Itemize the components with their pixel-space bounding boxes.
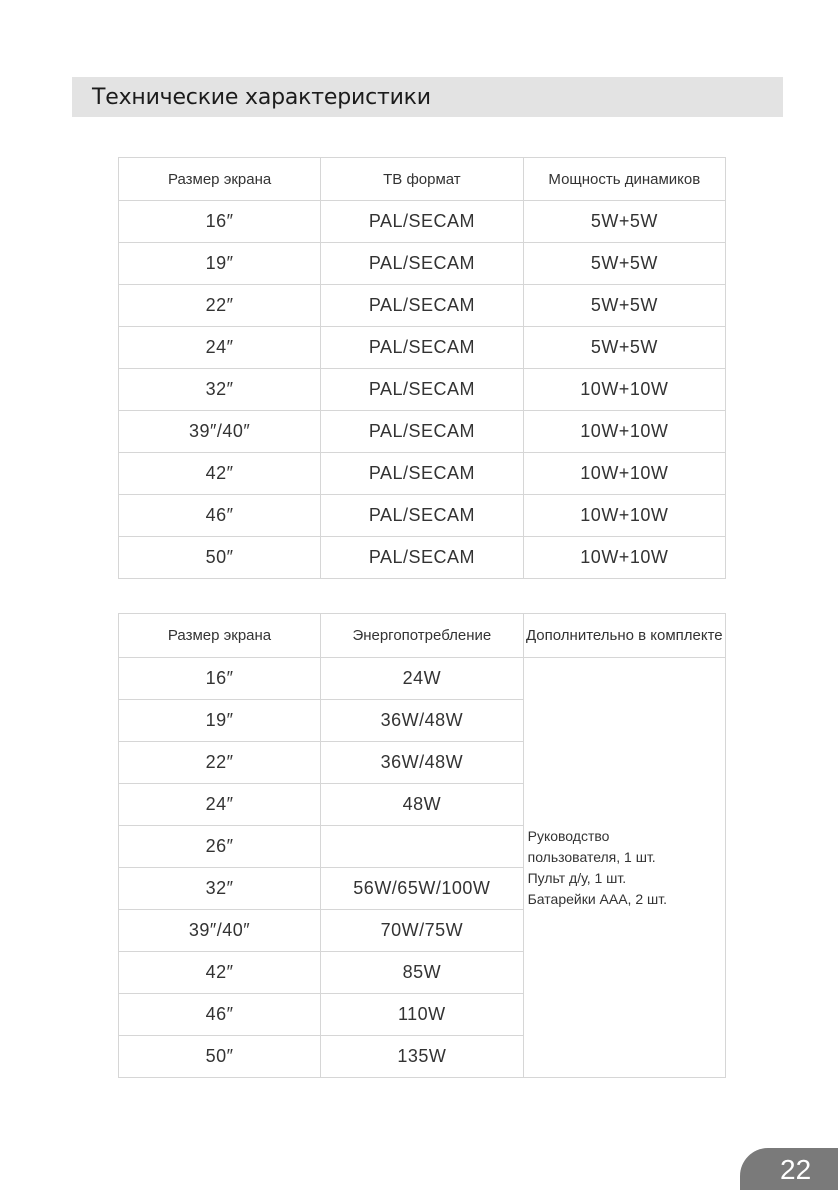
- cell-tv-format: PAL/SECAM: [321, 285, 523, 327]
- table-row: [119, 495, 726, 537]
- cell-tv-format: PAL/SECAM: [321, 411, 523, 453]
- cell-screen-size: 32″: [119, 868, 321, 910]
- header-tv-format: ТВ формат: [321, 158, 523, 201]
- cell-power-consumption: 24W: [321, 658, 524, 700]
- specs-table-speakers: [118, 157, 726, 579]
- specs-table-power: [118, 613, 726, 1078]
- extra-item: пользователя, 1 шт.: [527, 848, 656, 865]
- cell-screen-size: 42″: [119, 952, 321, 994]
- cell-screen-size: 24″: [119, 784, 321, 826]
- cell-tv-format: PAL/SECAM: [321, 243, 523, 285]
- cell-screen-size: 16″: [119, 658, 321, 700]
- table-header-row: [119, 158, 726, 201]
- extra-item: Батарейки ААА, 2 шт.: [527, 890, 667, 907]
- cell-tv-format: PAL/SECAM: [321, 453, 523, 495]
- cell-power-consumption: [321, 826, 524, 868]
- cell-screen-size: 46″: [119, 495, 321, 537]
- header-power-consumption: Энергопотребление: [321, 614, 524, 658]
- cell-screen-size: 26″: [119, 826, 321, 868]
- extra-item: Пульт д/у, 1 шт.: [527, 869, 627, 886]
- cell-screen-size: 22″: [119, 742, 321, 784]
- cell-speaker-power: 5W+5W: [523, 201, 725, 243]
- cell-screen-size: 46″: [119, 994, 321, 1036]
- cell-screen-size: 24″: [119, 327, 321, 369]
- cell-speaker-power: 10W+10W: [523, 495, 725, 537]
- table-header-row: [119, 614, 726, 658]
- cell-power-consumption: 36W/48W: [321, 742, 524, 784]
- extra-item: Руководство: [527, 827, 610, 844]
- cell-screen-size: 50″: [119, 1036, 321, 1078]
- cell-speaker-power: 10W+10W: [523, 369, 725, 411]
- table-row: [119, 285, 726, 327]
- cell-screen-size: 16″: [119, 201, 321, 243]
- table-row: [119, 327, 726, 369]
- cell-screen-size: 19″: [119, 243, 321, 285]
- page-number-tab: [740, 1148, 838, 1190]
- cell-power-consumption: 110W: [321, 994, 524, 1036]
- table-row: [119, 369, 726, 411]
- cell-speaker-power: 5W+5W: [523, 243, 725, 285]
- header-speaker-power: Мощность динамиков: [523, 158, 725, 201]
- cell-power-consumption: 135W: [321, 1036, 524, 1078]
- cell-screen-size: 39″/40″: [119, 411, 321, 453]
- cell-speaker-power: 5W+5W: [523, 285, 725, 327]
- table-row: [119, 201, 726, 243]
- cell-screen-size: 39″/40″: [119, 910, 321, 952]
- cell-speaker-power: 10W+10W: [523, 411, 725, 453]
- header-included-extras: Дополнительно в комплекте: [523, 614, 725, 658]
- cell-screen-size: 42″: [119, 453, 321, 495]
- cell-power-consumption: 70W/75W: [321, 910, 524, 952]
- cell-speaker-power: 10W+10W: [523, 453, 725, 495]
- cell-screen-size: 22″: [119, 285, 321, 327]
- table-row: [119, 243, 726, 285]
- cell-tv-format: PAL/SECAM: [321, 537, 523, 579]
- header-screen-size: Размер экрана: [119, 158, 321, 201]
- cell-tv-format: PAL/SECAM: [321, 201, 523, 243]
- table-row: [119, 453, 726, 495]
- section-header: [72, 77, 783, 117]
- cell-speaker-power: 5W+5W: [523, 327, 725, 369]
- cell-tv-format: PAL/SECAM: [321, 369, 523, 411]
- cell-tv-format: PAL/SECAM: [321, 495, 523, 537]
- cell-speaker-power: 10W+10W: [523, 537, 725, 579]
- page-number: 22: [780, 1154, 812, 1185]
- table-row: [119, 537, 726, 579]
- cell-screen-size: 32″: [119, 369, 321, 411]
- cell-power-consumption: 56W/65W/100W: [321, 868, 524, 910]
- cell-power-consumption: 48W: [321, 784, 524, 826]
- cell-included-extras: [523, 658, 725, 1078]
- header-screen-size: Размер экрана: [119, 614, 321, 658]
- table-row: [119, 411, 726, 453]
- cell-power-consumption: 85W: [321, 952, 524, 994]
- table-row: [119, 658, 726, 700]
- cell-tv-format: PAL/SECAM: [321, 327, 523, 369]
- cell-screen-size: 50″: [119, 537, 321, 579]
- cell-power-consumption: 36W/48W: [321, 700, 524, 742]
- section-title: Технические характеристики: [92, 85, 431, 110]
- cell-screen-size: 19″: [119, 700, 321, 742]
